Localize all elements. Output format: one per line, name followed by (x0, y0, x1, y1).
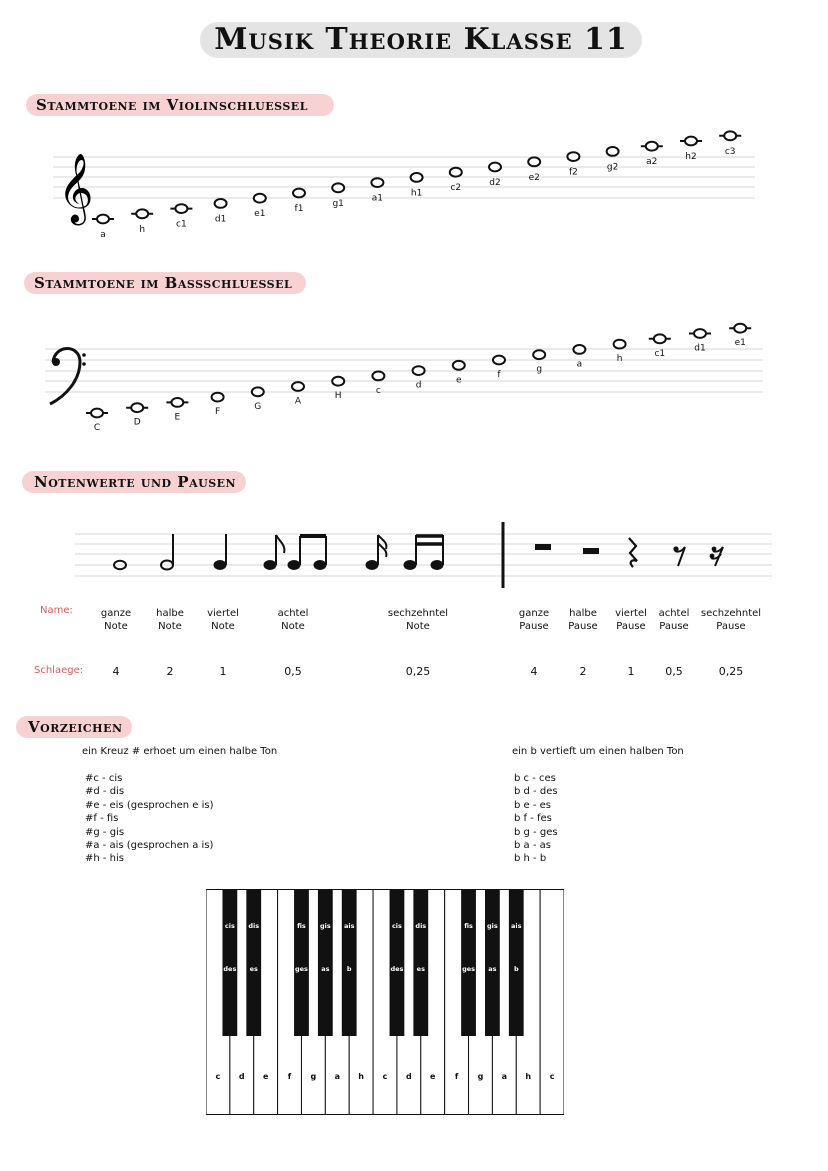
heading-violin: Stammtoene im Violinschluessel (36, 96, 308, 114)
accidental-line: #a - ais (gesprochen a is) (85, 840, 214, 852)
note-label: d2 (489, 178, 501, 188)
eighth-rest-icon (673, 546, 685, 566)
note-label: G (254, 401, 262, 412)
black-key-flat-label: ges (462, 965, 476, 973)
white-key-label: e (262, 1072, 269, 1081)
accidental-line: b a - as (514, 840, 551, 852)
values-staff (75, 522, 772, 588)
black-key (318, 889, 333, 1036)
rest-value-beats: 0,25 (718, 665, 744, 678)
note-value-name: ganze Note (100, 608, 132, 632)
staff-note (567, 152, 579, 177)
note-label: a (576, 359, 583, 370)
quarter-rest-icon (629, 538, 637, 567)
note-label: h (139, 224, 146, 235)
flat-list (514, 772, 558, 866)
black-key (246, 889, 261, 1036)
black-key-flat-label: des (223, 965, 237, 973)
rest-value-name: viertel Pause (615, 608, 647, 632)
rest-value-name: achtel Pause (658, 608, 690, 632)
note-value-name: halbe Note (156, 608, 184, 632)
black-key-flat-label: as (488, 965, 497, 973)
half-note-icon (161, 534, 173, 570)
white-key-label: c (382, 1072, 388, 1081)
staff-note (729, 324, 751, 348)
accidental-line: #g - gis (85, 826, 125, 838)
note-value-beats: 1 (219, 665, 227, 678)
black-key (342, 889, 357, 1036)
accidental-line: b d - des (514, 786, 558, 798)
black-key (413, 889, 428, 1036)
black-key (461, 889, 476, 1036)
rest-value-name: sechzehntel Pause (700, 608, 762, 632)
staff-note (332, 377, 344, 401)
note-label: e1 (254, 209, 266, 220)
white-key-label: d (238, 1072, 245, 1081)
note-label: d (415, 380, 422, 391)
black-key-sharp-label: fis (297, 922, 306, 930)
beats-row-label: Schlaege: (34, 665, 84, 676)
accidental-line: #c - cis (85, 773, 123, 784)
staff-note (86, 409, 108, 433)
white-key-label: h (358, 1072, 364, 1081)
staff-note (641, 142, 663, 167)
note-label: h2 (685, 152, 697, 162)
rest-value-name: halbe Pause (568, 608, 598, 632)
note-label: g1 (332, 198, 344, 209)
note-label: g (536, 364, 543, 375)
accidental-line: b e - es (514, 799, 552, 811)
note-value-beats: 0,25 (405, 665, 431, 678)
note-label: a1 (371, 193, 384, 204)
white-key-label: f (287, 1072, 292, 1081)
quarter-note-icon (214, 534, 227, 570)
black-key-flat-label: b (346, 965, 352, 973)
staff-note (649, 334, 671, 358)
accidental-line: #d - dis (85, 786, 125, 798)
black-key-sharp-label: cis (391, 922, 402, 930)
black-key-flat-label: as (321, 965, 330, 973)
staff-note (489, 163, 501, 188)
white-key-label: h (525, 1072, 532, 1081)
note-label: E (174, 412, 181, 423)
note-label: H (334, 391, 342, 402)
note-value-name: sechzehntel Note (387, 608, 449, 632)
staff-note (371, 178, 383, 203)
staff-note (719, 131, 741, 156)
white-key-label: c (549, 1072, 555, 1081)
heading-accidentals: Vorzeichen (28, 718, 123, 736)
staff-note (215, 199, 227, 224)
accidental-line: b c - ces (514, 773, 556, 784)
note-label: A (294, 396, 302, 407)
black-key (222, 889, 237, 1036)
black-key (294, 889, 309, 1036)
black-key-flat-label: ges (294, 965, 308, 973)
note-label: h (616, 354, 623, 365)
note-value-beats: 0,5 (284, 665, 302, 678)
note-label: f (497, 370, 501, 380)
note-label: c2 (450, 183, 462, 194)
note-label: a (100, 230, 106, 240)
note-label: e (456, 375, 462, 386)
heading-values: Notenwerte und Pausen (34, 473, 237, 491)
note-label: d1 (694, 343, 706, 354)
note-label: C (93, 423, 101, 433)
black-key (485, 889, 500, 1036)
rest-value-beats: 2 (579, 665, 587, 678)
staff-note (528, 157, 540, 182)
staff-note (450, 168, 462, 193)
black-key-sharp-label: ais (343, 922, 355, 930)
accidental-line: b h - b (514, 853, 547, 865)
note-label: a2 (646, 157, 658, 168)
sharp-intro: ein Kreuz # erhoet um einen halbe Ton (82, 746, 278, 757)
sixteenth-rest-icon (710, 547, 723, 566)
staff-note (680, 137, 702, 162)
staff-note (254, 194, 266, 219)
rest-value-beats: 4 (530, 665, 538, 678)
white-key-label: d (405, 1072, 412, 1081)
staff-note (453, 361, 465, 385)
note-value-beats: 2 (166, 665, 174, 678)
staff-note (607, 147, 619, 172)
note-label: c (375, 385, 381, 396)
note-label: e1 (734, 338, 746, 349)
staff-note (292, 382, 304, 406)
white-key-label: e (430, 1072, 436, 1081)
staff-note (170, 204, 192, 229)
note-label: c1 (654, 348, 666, 359)
bass-clef-icon (50, 349, 80, 405)
black-key-sharp-label: ais (511, 922, 522, 930)
note-label: f1 (294, 204, 304, 214)
black-key-sharp-label: gis (319, 922, 331, 930)
black-key-sharp-label: dis (248, 922, 260, 930)
staff-note (212, 393, 224, 417)
black-key (390, 889, 405, 1036)
staff-note (252, 387, 264, 411)
page-title: Musik Theorie Klasse 11 (214, 22, 628, 57)
violin-notes (92, 131, 741, 240)
note-value-name: viertel Note (207, 608, 239, 632)
staff-note (411, 173, 423, 198)
accidental-line: b g - ges (514, 826, 558, 838)
rest-value-name: ganze Pause (518, 608, 550, 632)
flat-intro: ein b vertieft um einen halben Ton (512, 746, 684, 757)
staff-note (293, 189, 305, 214)
black-key-flat-label: es (416, 965, 425, 973)
staff-note (493, 356, 505, 380)
rest-value-beats: 1 (627, 665, 635, 678)
black-key-flat-label: b (513, 965, 519, 973)
note-label: h1 (410, 188, 423, 199)
white-key-label: g (310, 1072, 317, 1081)
accidental-line: b f - fes (514, 813, 552, 825)
rest-value-beats: 0,5 (665, 665, 683, 678)
note-label: F (215, 407, 221, 418)
name-row-label: Name: (40, 605, 73, 616)
staff-note (413, 366, 425, 390)
white-key-label: a (334, 1072, 340, 1081)
sharp-list (85, 772, 214, 866)
staff-note (92, 215, 114, 240)
black-key-sharp-label: cis (224, 922, 235, 930)
staff-note (573, 345, 585, 369)
black-key-sharp-label: fis (464, 922, 473, 930)
staff-note (131, 209, 153, 234)
staff-note (126, 403, 148, 427)
note-label: c1 (176, 219, 187, 230)
bass-notes (86, 324, 751, 433)
staff-note (332, 183, 344, 208)
black-key-sharp-label: gis (487, 922, 498, 930)
white-key-label: c (215, 1072, 221, 1081)
white-key-label: g (477, 1072, 484, 1081)
note-label: g2 (606, 162, 619, 173)
half-rest-icon (583, 548, 599, 554)
note-label: D (133, 417, 141, 428)
white-key (540, 890, 564, 1115)
heading-bass: Stammtoene im Bassschluessel (34, 274, 293, 292)
note-label: e2 (528, 172, 540, 183)
accidental-line: #f - fis (85, 813, 119, 825)
staff-note (689, 329, 711, 353)
note-label: f2 (568, 167, 578, 178)
black-key-flat-label: des (390, 965, 404, 973)
white-key-label: f (454, 1072, 459, 1081)
accidental-line: #e - eis (gesprochen e is) (85, 799, 214, 811)
black-key-flat-label: es (249, 965, 258, 973)
piano-keyboard (206, 889, 564, 1115)
whole-rest-icon (535, 544, 551, 550)
note-value-name: achtel Note (277, 608, 309, 632)
black-key (509, 889, 524, 1036)
black-key-sharp-label: dis (415, 922, 427, 930)
white-key-label: a (501, 1072, 508, 1081)
note-label: c3 (724, 146, 736, 157)
treble-clef-icon: 𝄞 (58, 153, 94, 223)
note-value-beats: 4 (112, 665, 120, 678)
staff-note (166, 398, 188, 422)
accidental-line: #h - his (85, 853, 125, 865)
note-label: d1 (214, 214, 227, 225)
